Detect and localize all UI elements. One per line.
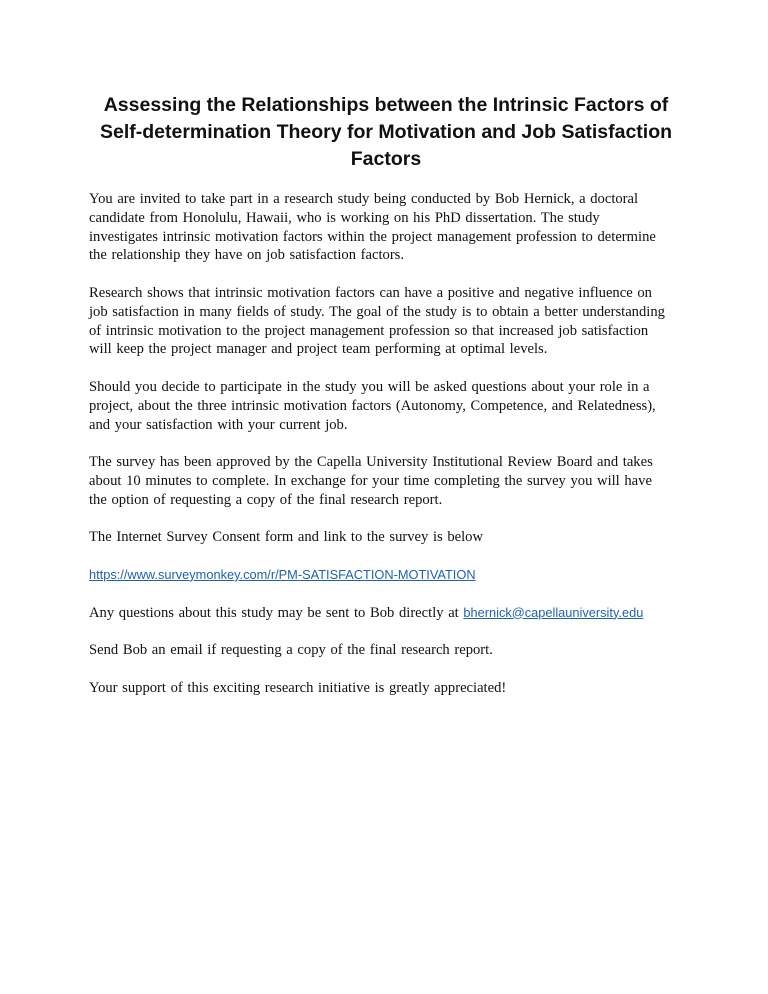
paragraph-approval	[89, 453, 679, 509]
paragraph-line: You are invited to take part in a research study being conducted by Bob Hernick, a doctoral	[89, 191, 639, 207]
title-line-2: Self-determination Theory for Motivation and Job Satisfaction	[99, 121, 673, 143]
questions-line	[89, 604, 679, 623]
paragraph-line: the relationship they have on job satisfaction factors.	[89, 247, 405, 264]
paragraph-spacer	[89, 510, 679, 529]
survey-link-line	[89, 566, 679, 585]
closing-text: Your support of this exciting research initiative is greatly appreciated!	[89, 679, 507, 696]
paragraph-line: Should you decide to participate in the study you will be asked questions about your role in a	[89, 378, 650, 395]
paragraph-line: and your satisfaction with your current job.	[89, 416, 348, 433]
document-body	[89, 190, 679, 698]
paragraph-spacer	[89, 359, 679, 378]
paragraph-line: about 10 minutes to complete. In exchange for your time completing the survey you will have	[89, 472, 652, 489]
survey-link[interactable]: https://www.surveymonkey.com/r/PM-SATISFACTION-MOTIVATION	[89, 566, 476, 582]
paragraph-line: of intrinsic motivation to the project management profession so that increased job satisfaction	[89, 322, 649, 339]
paragraph-line: Research shows that intrinsic motivation factors can have a positive and negative influence on	[89, 284, 652, 301]
paragraph-line: investigates intrinsic motivation factors within the project management profession to determine	[89, 228, 656, 245]
paragraph-spacer	[89, 585, 679, 604]
email-link[interactable]: bhernick@capellauniversity.edu	[463, 604, 644, 620]
paragraph-spacer	[89, 660, 679, 679]
paragraph-line: project, about the three intrinsic motivation factors (Autonomy, Competence, and Relatedness),	[89, 397, 656, 414]
paragraph-invitation	[89, 190, 679, 265]
paragraph-research	[89, 284, 679, 359]
questions-text: Any questions about this study may be sent to Bob directly at	[89, 604, 459, 621]
title-line-1: Assessing the Relationships between the Intrinsic Factors of	[103, 94, 669, 116]
consent-statement: The Internet Survey Consent form and link to the survey is below	[89, 529, 484, 546]
paragraph-line: The survey has been approved by the Capella University Institutional Review Board and takes	[89, 454, 653, 471]
paragraph-line: candidate from Honolulu, Hawaii, who is working on his PhD dissertation. The study	[89, 209, 600, 226]
paragraph-line: will keep the project manager and project team performing at optimal levels.	[89, 341, 548, 358]
paragraph-participation	[89, 378, 679, 434]
paragraph-spacer	[89, 547, 679, 566]
paragraph-line: job satisfaction in many fields of study. The goal of the study is to obtain a better understanding	[89, 303, 665, 320]
paragraph-spacer	[89, 622, 679, 641]
paragraph-line: the option of requesting a copy of the final research report.	[89, 491, 443, 508]
document-title	[90, 92, 682, 173]
paragraph-spacer	[89, 265, 679, 284]
email-request-text: Send Bob an email if requesting a copy of the final research report.	[89, 642, 493, 659]
paragraph-spacer	[89, 434, 679, 453]
title-line-3: Factors	[350, 148, 422, 170]
